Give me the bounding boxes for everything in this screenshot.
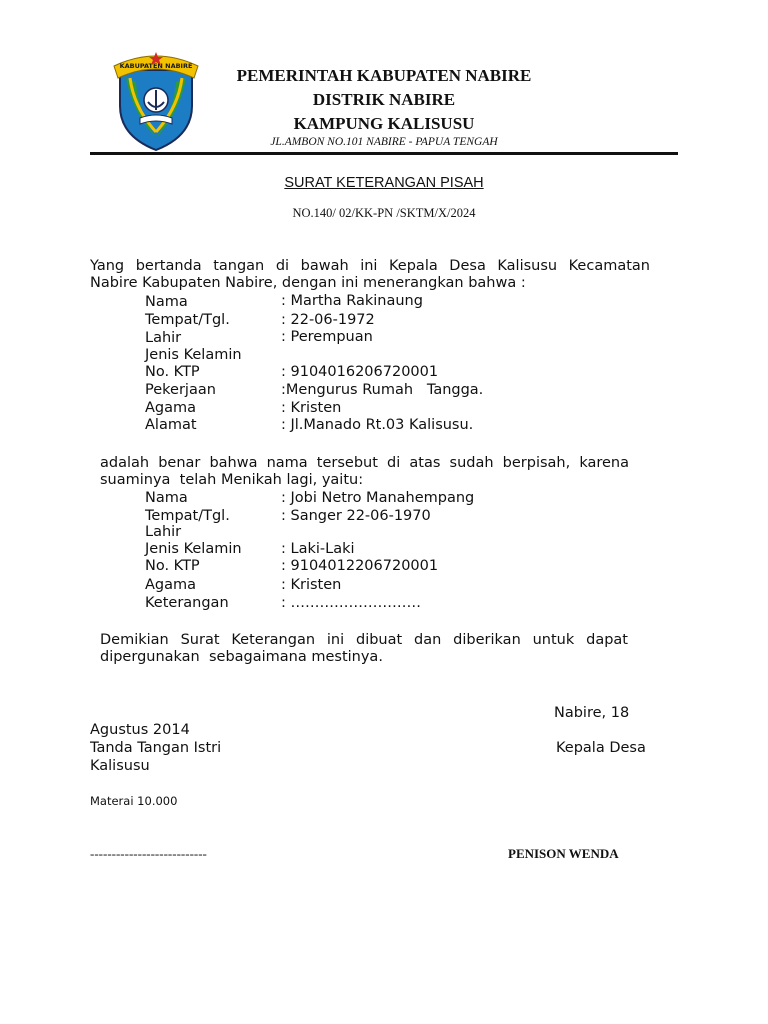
letter-title: SURAT KETERANGAN PISAH — [284, 175, 484, 191]
husband-religion-value: : Kristen — [281, 577, 342, 593]
husband-name-value: : Jobi Netro Manahempang — [281, 490, 475, 506]
wife-ttl-value: : 22-06-1972 — [281, 312, 375, 328]
place-date: Nabire, 18 — [554, 705, 630, 721]
wife-name-value: : Martha Rakinaung — [281, 293, 423, 309]
wife-signature-line: --------------------------- — [90, 846, 207, 861]
husband-ktp-value: : 9104012206720001 — [281, 558, 439, 574]
wife-gender-label: Jenis Kelamin — [145, 347, 242, 363]
intro-line-1: Yang bertanda tangan di bawah ini Kepala Desa Kalisusu Kecamatan — [90, 258, 650, 274]
wife-name-label: Nama — [145, 294, 188, 310]
letterhead-government: PEMERINTAH KABUPATEN NABIRE — [236, 66, 532, 85]
husband-ttl-label-2: Lahir — [145, 524, 182, 540]
husband-ktp-label: No. KTP — [145, 558, 200, 574]
intro-line-2: Nabire Kabupaten Nabire, dengan ini menerangkan bahwa : — [90, 275, 526, 291]
wife-ktp-label: No. KTP — [145, 364, 200, 380]
statement-paragraph — [100, 455, 629, 489]
statement-line-2: suaminya telah Menikah lagi, yaitu: — [100, 472, 364, 488]
wife-ttl-label-2: Lahir — [145, 330, 182, 346]
stamp-duty-note: Materai 10.000 — [90, 794, 178, 808]
husband-gender-value: : Laki-Laki — [281, 541, 355, 557]
wife-ktp-value: : 9104016206720001 — [281, 364, 439, 380]
wife-address-label: Alamat — [145, 417, 197, 433]
husband-ttl-label: Tempat/Tgl. — [145, 508, 230, 524]
wife-religion-value: : Kristen — [281, 400, 342, 416]
statement-line-1: adalah benar bahwa nama tersebut di atas sudah berpisah, karena — [100, 455, 629, 471]
letterhead-divider — [90, 152, 678, 155]
letter-number: NO.140/ 02/KK-PN /SKTM/X/2024 — [292, 206, 476, 220]
husband-notes-value: : ……………………… — [281, 595, 421, 611]
wife-gender-value: : Perempuan — [281, 329, 373, 345]
kabupaten-nabire-crest — [112, 48, 200, 152]
wife-ttl-label: Tempat/Tgl. — [145, 312, 230, 328]
wife-address-value: : Jl.Manado Rt.03 Kalisusu. — [281, 417, 474, 433]
letterhead-address: JL.AMBON NO.101 NABIRE - PAPUA TENGAH — [270, 136, 498, 148]
closing-paragraph — [100, 632, 628, 666]
village-name: Kalisusu — [90, 758, 150, 774]
closing-line-1: Demikian Surat Keterangan ini dibuat dan diberikan untuk dapat — [100, 632, 628, 648]
husband-gender-label: Jenis Kelamin — [145, 541, 242, 557]
letterhead-village: KAMPUNG KALISUSU — [293, 114, 475, 133]
village-head-name: PENISON WENDA — [508, 846, 619, 861]
month-year: Agustus 2014 — [90, 722, 190, 738]
wife-religion-label: Agama — [145, 400, 197, 416]
closing-line-2: dipergunakan sebagaimana mestinya. — [100, 649, 383, 665]
wife-signature-caption: Tanda Tangan Istri — [90, 740, 222, 756]
husband-ttl-value: : Sanger 22-06-1970 — [281, 508, 431, 524]
crest-banner-text: KABUPATEN NABIRE — [119, 62, 193, 70]
husband-notes-label: Keterangan — [145, 595, 229, 611]
letterhead-district: DISTRIK NABIRE — [312, 90, 456, 109]
husband-religion-label: Agama — [145, 577, 197, 593]
wife-job-label: Pekerjaan — [145, 382, 216, 398]
intro-paragraph — [90, 258, 650, 292]
head-signature-caption: Kepala Desa — [556, 740, 646, 756]
husband-name-label: Nama — [145, 490, 188, 506]
wife-job-value: :Mengurus Rumah Tangga. — [281, 382, 484, 398]
